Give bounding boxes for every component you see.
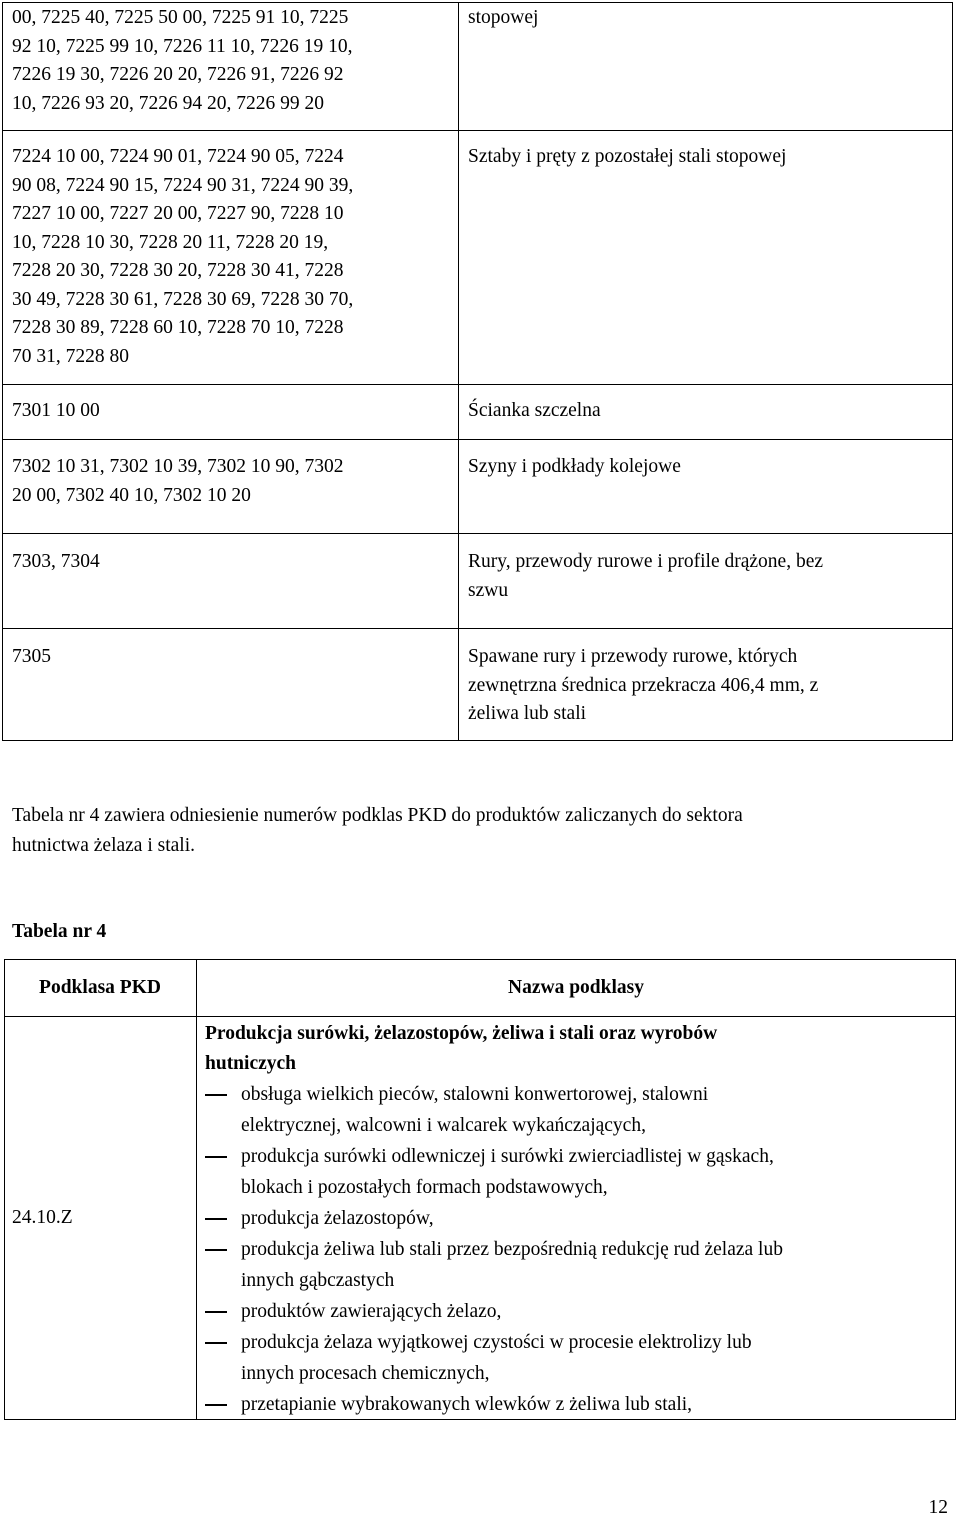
cell-line: 10, 7228 10 30, 7228 20 11, 7228 20 19, (12, 231, 329, 253)
cell-line: Szyny i podkłady kolejowe (468, 456, 681, 477)
cell-line: 92 10, 7225 99 10, 7226 11 10, 7226 19 10, (12, 35, 353, 57)
cell-line: 90 08, 7224 90 15, 7224 90 31, 7224 90 39, (12, 174, 354, 196)
list-item (205, 1079, 950, 1141)
table-cell-name (458, 548, 953, 605)
item-line: produktów zawierających żelazo, (241, 1301, 502, 1322)
item-line: innych gąbczastych (241, 1270, 395, 1291)
cell-line: 70 31, 7228 80 (12, 345, 129, 367)
table-column-divider (196, 959, 197, 1420)
table-row-divider (2, 628, 953, 629)
table-cell-name (458, 397, 953, 426)
item-line: elektrycznej, walcowni i walcarek wykańczających, (241, 1115, 646, 1136)
pkd-code: 24.10.Z (12, 1207, 73, 1228)
list-item (205, 1234, 950, 1296)
header-subclass-name: Nazwa podklasy (508, 977, 644, 998)
cell-line: zewnętrzna średnica przekracza 406,4 mm, z (468, 674, 819, 696)
subclass-description (205, 1019, 950, 1420)
item-line: obsługa wielkich pieców, stalowni konwertorowej, stalowni (241, 1084, 709, 1105)
table-cell-code (2, 143, 458, 371)
item-line: produkcja żeliwa lub stali przez bezpośrednią redukcję rud żelaza lub (241, 1239, 783, 1260)
paragraph-line: hutnictwa żelaza i stali. (12, 835, 196, 856)
cell-line: szwu (468, 579, 509, 601)
table-cell-name (458, 143, 953, 172)
item-line: produkcja surówki odlewniczej i surówki zwierciadlistej w gąskach, (241, 1146, 774, 1167)
cell-line: żeliwa lub stali (468, 703, 587, 724)
item-line: innych procesach chemicznych, (241, 1363, 490, 1384)
table-column-divider (458, 2, 459, 741)
cell-line: 30 49, 7228 30 61, 7228 30 69, 7228 30 70, (12, 288, 354, 310)
cell-line: 7227 10 00, 7227 20 00, 7227 90, 7228 10 (12, 203, 344, 224)
cell-line: 7303, 7304 (12, 551, 100, 572)
list-item (205, 1296, 950, 1327)
item-line: blokach i pozostałych formach podstawowych, (241, 1177, 608, 1198)
cell-line: Spawane rury i przewody rurowe, których (468, 646, 798, 667)
subclass-title (205, 1019, 950, 1079)
cell-line: 7301 10 00 (12, 400, 100, 421)
table-row-divider (2, 384, 953, 385)
cell-line: 10, 7226 93 20, 7226 94 20, 7226 99 20 (12, 92, 324, 114)
list-item (205, 1141, 950, 1203)
table-row-divider (2, 130, 953, 131)
page-number: 12 (928, 1497, 948, 1518)
cell-line: Ścianka szczelna (468, 400, 601, 421)
item-line: produkcja żelazostopów, (241, 1208, 434, 1229)
table-cell-code (2, 397, 458, 426)
table-row-divider (2, 439, 953, 440)
cell-line: Sztaby i pręty z pozostałej stali stopowej (468, 146, 787, 167)
cell-line: 7224 10 00, 7224 90 01, 7224 90 05, 7224 (12, 146, 344, 167)
cell-line: stopowej (468, 7, 539, 28)
cell-line: 20 00, 7302 40 10, 7302 10 20 (12, 484, 251, 506)
table-row-divider (4, 1016, 956, 1017)
cell-line: 00, 7225 40, 7225 50 00, 7225 91 10, 7225 (12, 7, 349, 28)
table-cell-name (458, 643, 953, 729)
paragraph-line: Tabela nr 4 zawiera odniesienie numerów podklas PKD do produktów zaliczanych do sektora (12, 805, 743, 826)
body-paragraph (12, 801, 952, 861)
table-cell-code (2, 548, 458, 577)
table-caption: Tabela nr 4 (12, 921, 107, 942)
cell-line: 7228 20 30, 7228 30 20, 7228 30 41, 7228 (12, 260, 344, 281)
table-cell-code (2, 453, 458, 510)
cell-line: 7305 (12, 646, 51, 667)
item-line: produkcja żelaza wyjątkowej czystości w procesie elektrolizy lub (241, 1332, 752, 1353)
list-item (205, 1327, 950, 1389)
table-cell-code (2, 4, 458, 118)
title-line: hutniczych (205, 1053, 297, 1074)
item-line: przetapianie wybrakowanych wlewków z żeliwa lub stali, (241, 1394, 693, 1415)
header-pkd-subclass: Podklasa PKD (39, 977, 161, 998)
cell-line: Rury, przewody rurowe i profile drążone, bez (468, 551, 824, 572)
table-row-divider (2, 533, 953, 534)
table-cell-code (2, 643, 458, 672)
cell-line: 7302 10 31, 7302 10 39, 7302 10 90, 7302 (12, 456, 344, 477)
title-line: Produkcja surówki, żelazostopów, żeliwa i stali oraz wyrobów (205, 1023, 718, 1044)
list-item (205, 1203, 950, 1234)
table-cell-name (458, 4, 953, 33)
list-item (205, 1389, 950, 1420)
cell-line: 7226 19 30, 7226 20 20, 7226 91, 7226 92 (12, 64, 344, 85)
table-cell-name (458, 453, 953, 482)
cell-line: 7228 30 89, 7228 60 10, 7228 70 10, 7228 (12, 317, 344, 338)
